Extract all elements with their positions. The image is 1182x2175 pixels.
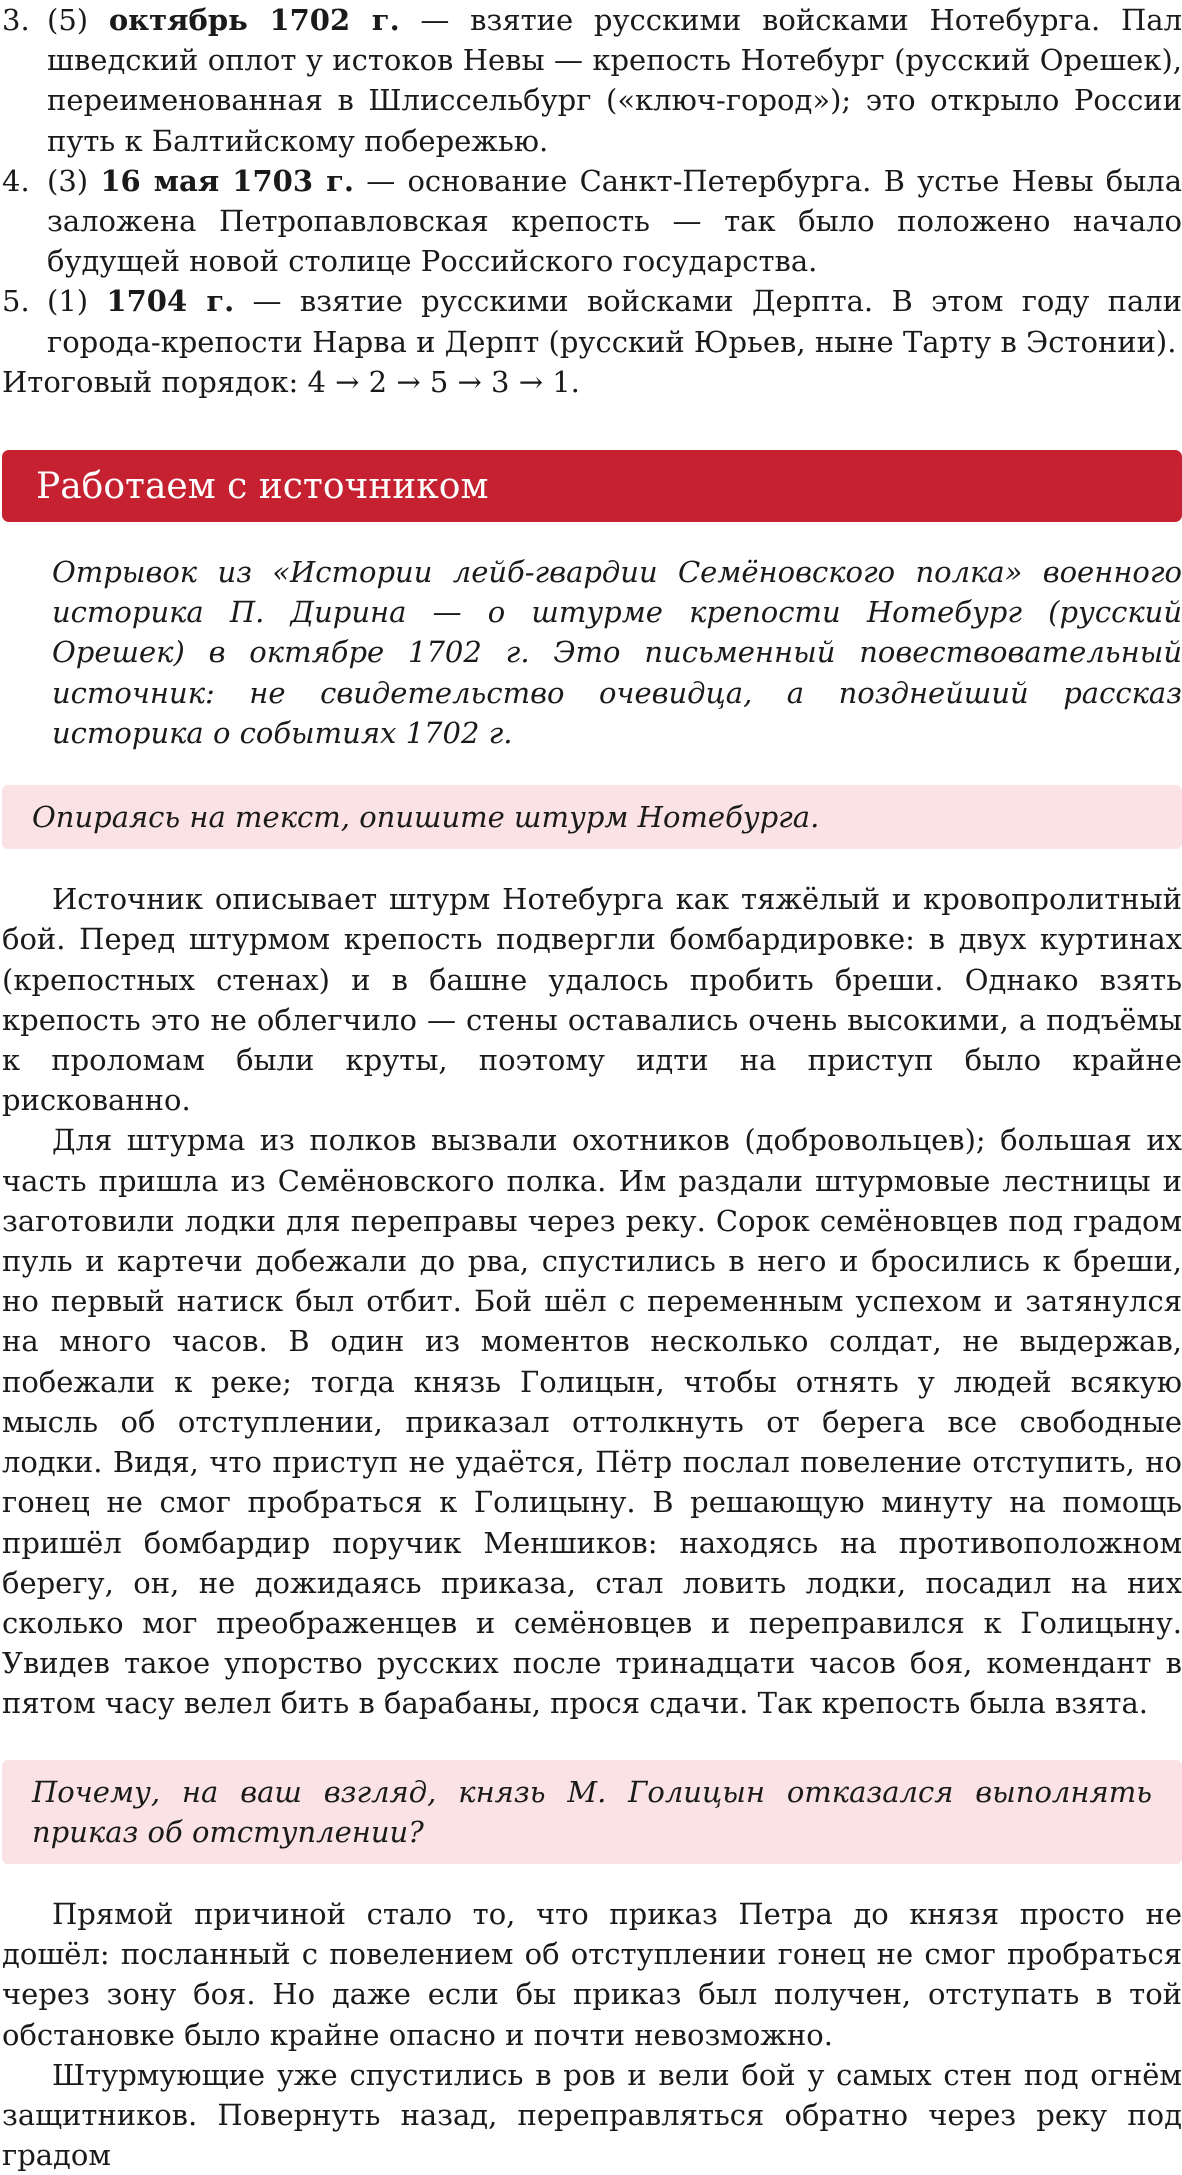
item-description: — взятие русскими войсками Дерпта. В этом году пали города-крепости Нарва и Дерпт (русский Юрьев, ныне Тарту в Эстонии).	[47, 284, 1182, 359]
question-box	[2, 1760, 1182, 1864]
list-item	[2, 281, 1182, 361]
item-answer-index: (3)	[47, 163, 101, 198]
section-title: Работаем с источником	[36, 465, 489, 507]
answer-paragraph: Штурмующие уже спустились в ров и вели бой у самых стен под огнём защитников. Повернуть назад, переправляться обратно через реку под градом	[2, 2057, 1182, 2173]
item-description: — взятие русскими войсками Нотебурга. Пал шведский оплот у истоков Невы — крепость Нотебург (русский Орешек), переименованная в Шлиссельбург («ключ-город»); это открыло России путь к Балтийскому побережью.	[47, 3, 1182, 158]
item-answer-index: (5)	[47, 3, 109, 37]
question-box	[2, 785, 1182, 849]
item-date: 1704 г.	[106, 284, 235, 319]
item-date: октябрь 1702 г.	[108, 3, 400, 37]
answer-paragraph: Источник описывает штурм Нотебурга как тяжёлый и кровопролитный бой. Перед штурмом крепость подвергли бомбардировке: в двух куртинах (крепостных стенах) и в башне удалось пробить бреши. Однако взять крепость это не облегчило — стены оставались очень высокими, а подъёмы к проломам были круты, поэтому идти на приступ было крайне рискованно.	[2, 882, 1182, 1118]
answer-paragraph: Прямой причиной стало то, что приказ Петра до князя просто не дошёл: посланный с повелением об отступлении гонец не смог пробраться через зону боя. Но даже если бы приказ был получен, отступать в той обстановке было крайне опасно и почти невозможно.	[2, 1896, 1182, 2052]
item-answer-index: (1)	[47, 284, 107, 319]
item-number: 3.	[2, 3, 30, 37]
item-number: 4.	[2, 163, 30, 198]
list-item	[2, 0, 1182, 161]
question-text: Опираясь на текст, опишите штурм Нотебурга.	[32, 800, 820, 835]
item-number: 5.	[2, 284, 30, 319]
item-text	[47, 281, 1182, 361]
source-intro: Отрывок из «Истории лейб-гвардии Семёновского полка» военного историка П. Дирина — о штурме крепости Нотебург (русский Орешек) в октябре 1702 г. Это письменный повествовательный источник: не свидетельство очевидца, а позднейший рассказ историка о событиях 1702 г.	[52, 555, 1182, 750]
answer-block	[2, 879, 1182, 1723]
section-header	[2, 450, 1182, 522]
list-item	[2, 161, 1182, 282]
final-order: Итоговый порядок: 4 → 2 → 5 → 3 → 1.	[2, 364, 580, 399]
question-text: Почему, на ваш взгляд, князь М. Голицын отказался выполнять приказ об отступлении?	[32, 1774, 1152, 1849]
item-text	[47, 161, 1182, 282]
item-date: 16 мая 1703 г.	[100, 163, 354, 198]
item-description: — основание Санкт-Петербурга. В устье Невы была заложена Петропавловская крепость — так было положено начало будущей новой столице Российского государства.	[47, 163, 1182, 279]
answer-block	[2, 1894, 1182, 2175]
timeline-list	[2, 0, 1182, 362]
answer-paragraph: Для штурма из полков вызвали охотников (добровольцев); большая их часть пришла из Семёновского полка. Им раздали штурмовые лестницы и заготовили лодки для переправы через реку. Сорок семёновцев под градом пуль и картечи добежали до рва, спустились в него и бросились к бреши, но первый натиск был отбит. Бой шёл с переменным успехом и затянулся на много часов. В один из моментов несколько солдат, не выдержав, побежали к реке; тогда князь Голицын, чтобы отнять у людей всякую мысль об отступлении, приказал оттолкнуть от берега все свободные лодки. Видя, что приступ не удаётся, Пётр послал повеление отступить, но гонец не смог пробраться к Голицыну. В решающую минуту на помощь пришёл бомбардир поручик Меншиков: находясь на противоположном берегу, он, не дожидаясь приказа, стал ловить лодки, посадил на них сколько мог преображенцев и семёновцев и переправился к Голицыну. Увидев такое упорство русских после тринадцати часов боя, комендант в пятом часу велел бить в барабаны, прося сдачи. Так крепость была взята.	[2, 1123, 1182, 1721]
item-text	[47, 0, 1182, 161]
